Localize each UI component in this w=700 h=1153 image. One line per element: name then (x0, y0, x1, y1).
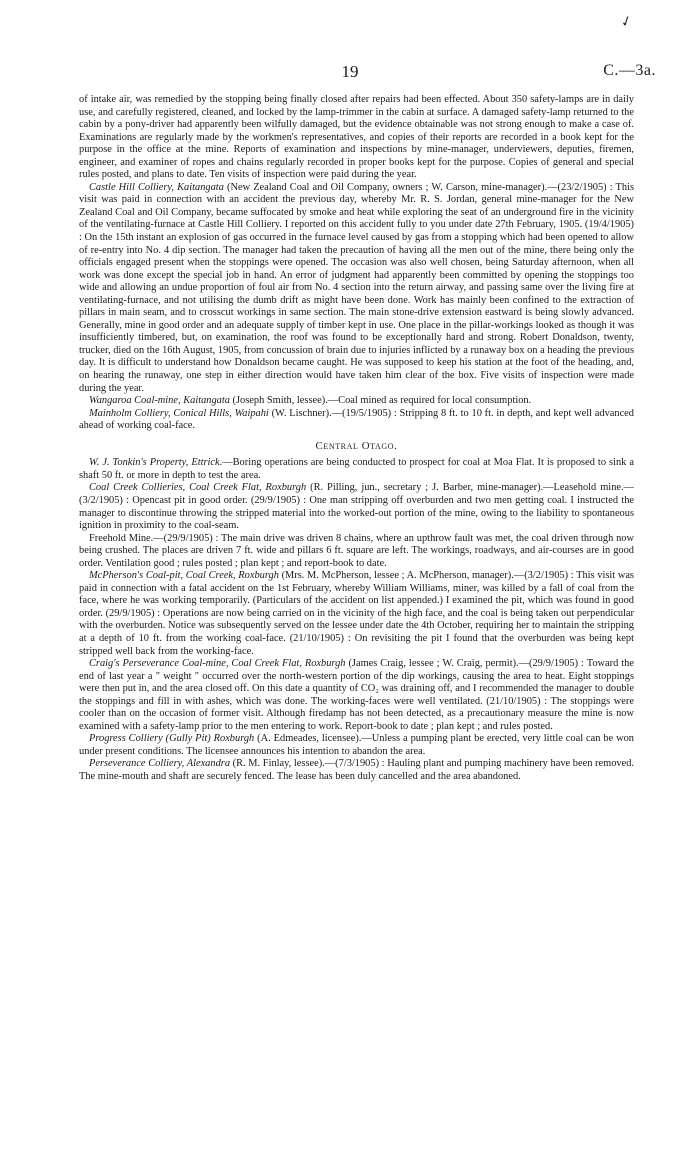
body-paragraph (79, 395, 634, 408)
body-paragraph (79, 182, 634, 395)
body-paragraph (79, 94, 634, 182)
italic-run: Wangaroa Coal-mine, Kaitangata (89, 395, 230, 407)
body-paragraph (79, 482, 634, 532)
text-run: (A. Edmeades, licensee).—Unless a pumping plant be erected, very little coal can be won under present conditions. The licensee announces his intention to abandon the area. (79, 733, 634, 757)
text-run: (Joseph Smith, lessee).—Coal mined as required for local consumption. (229, 395, 532, 407)
italic-run: McPherson's Coal-pit, Coal Creek, Roxburgh (89, 570, 279, 582)
body-paragraph (79, 658, 634, 733)
italic-run: Craig's Perseverance Coal-mine, Coal Creek Flat, Roxburgh (89, 658, 346, 670)
body-section-part2 (79, 457, 634, 783)
body-section-part1 (79, 94, 634, 433)
page-header (0, 62, 700, 84)
section-heading-central-otago: Central Otago. (315, 439, 398, 452)
document-code: C.—3a. (603, 62, 656, 79)
text-run: .—Boring operations are being conducted to prospect for coal at Moa Flat. It is proposed to sink a shaft 50 ft. or more in depth to test the area. (79, 457, 634, 481)
text-run: (James Craig, lessee ; W. Craig, permit).—(29/9/1905) : Toward the end of last year a " weight " occurred over the north-western portion of the dip workings, causing the area to heat. Eight stoppings were then put in, and the area closed off. On this date a quantity of CO₂ was draining off, and I recommended the manager to double the stoppings and fill in with ashes, which was done. The working-faces were well ventilated. (21/10/1905) : The stoppings were cooler than on the occasion of former visit. Although firedamp has not been detected, as a precautionary measure the mine is now examined with a safety-lamp prior to the men entering to work. Report-book to date ; plan kept ; and rules posted. (79, 658, 634, 732)
italic-run: Mainholm Colliery, Conical Hills, Waipahi (89, 407, 269, 419)
body-paragraph (79, 570, 634, 658)
body-paragraph (79, 758, 634, 783)
body-paragraph (79, 457, 634, 482)
text-run: (Mrs. M. McPherson, lessee ; A. McPherson, manager).—(3/2/1905) : This visit was paid in connection with a fatal accident on the 1st February, whereby William Williams, miner, was killed by a fall of coal from the face, where he was working temporarily. (Particulars of the accident on list appended.) I examined the pit, which was found in good order. (29/9/1905) : Operations are now being carried on in the vicinity of the high face, and the coal is being taken out perpendicular with the overburden. Notice was subsequently served on the lessee under date the 4th October, requiring her to maintain the stripping at a depth of 10 ft. from the working coal-face. (21/10/1905) : On revisiting the pit I found that the overburden was being kept stripped well back from the working-face. (79, 570, 634, 657)
body-paragraph (79, 408, 634, 433)
text-run: (R. Pilling, jun., secretary ; J. Barber, mine-manager).—Leasehold mine.—(3/2/1905) : Opencast pit in good order. (29/9/1905) : One man stripping off overburden and two men getting coal. I instructed the manager to discontinue throwing the stripped material into the worked-out portion of the mine, owing to the liability to spontaneous ignition in proximity to the coal-seam. (79, 482, 634, 532)
text-run: (W. Lischner).—(19/5/1905) : Stripping 8 ft. to 10 ft. in depth, and kept well advanced ahead of working coal-face. (79, 407, 634, 432)
italic-run: W. J. Tonkin's Property, Ettrick (89, 457, 220, 469)
body-paragraph (79, 533, 634, 571)
text-run: (R. M. Finlay, lessee).—(7/3/1905) : Hauling plant and pumping machinery have been removed. The mine-mouth and shaft are securely fenced. The lease has been duly cancelled and the area abandoned. (79, 758, 634, 782)
corner-check-mark: ✓ (618, 13, 635, 32)
body-text (79, 94, 634, 784)
page-number: 19 (341, 62, 359, 81)
italic-run: Perseverance Colliery, Alexandra (89, 758, 231, 770)
italic-run: Progress Colliery (Gully Pit) Roxburgh (89, 733, 255, 745)
body-paragraph (79, 733, 634, 758)
italic-run: Castle Hill Colliery, Kaitangata (89, 181, 224, 193)
text-run: Freehold Mine.—(29/9/1905) : The main drive was driven 8 chains, where an upthrow fault was met, the coal driven through now being crushed. The places are driven 7 ft. wide and pillars 6 ft. square are left. The workings, roadways, and air-courses are in good order. Ventilation good ; rules posted ; plan kept ; and report-book to date. (79, 532, 634, 569)
italic-run: Coal Creek Collieries, Coal Creek Flat, Roxburgh (89, 482, 307, 494)
text-run: of intake air, was remedied by the stopping being finally closed after repairs had been effected. About 350 safety-lamps are in daily use, and carefully registered, cleaned, and locked by the lamp-trimmer in the cabin at surface. A damaged safety-lamp returned to the cabin by a pony-driver had apparently been wilfully damaged, but the evidence obtainable was not strong enough to make a case of. Examinations are regularly made by the workmen's representatives, and copies of their reports are recorded in a book kept for the purpose in the office at the mine. Reports of examination and inspections by mine-manager, underviewers, deputies, firemen, engineer, and examiner of ropes and chains regularly recorded in proper books kept for the purpose. Copies of general and special rules posted, and plans to date. Ten visits of inspection were paid during the year. (79, 94, 634, 181)
text-run: (New Zealand Coal and Oil Company, owners ; W. Carson, mine-manager).—(23/2/1905) : This visit was paid in connection with an accident the previous day, whereby Mr. R. S. Jordan, general mine-manager for the New Zealand Coal and Oil Company, became suffocated by smoke and heat while exploring the seat of an underground fire in the vicinity of the ventilating-furnace at Castle Hill Colliery. I reported on this accident fully to you under date 27th February, 1905. (19/4/1905) : On the 15th instant an explosion of gas occurred in the furnace level caused by gas from a stopping which had been opened to allow of re-entry into No. 4 dip section. The manager had taken the precaution of having all the men out of the mine, there being only the officials engaged present when the stoppings were opened. The occasion was also well chosen, being Saturday afternoon, when all work was done except the special job in hand. An error of judgment had apparently been committed by opening the stoppings too wide and allowing an undue proportion of foul air from No. 4 section into the return airway, and passing same over the living fire at ventilating-furnace, and not utilising the dumb drift as might have been done. Work has mainly been confined to the extraction of pillars in main seam, and to crosscut workings in same section. The main stone-drive extension eastward is being slowly advanced. Generally, mine in good order and an adequate supply of timber kept in use. One place in the pillar-workings looked as though it was insufficiently timbered, but, on examination, the roof was found to be exceptionally hard and strong. Robert Donaldson, twenty, trucker, died on the 16th August, 1905, from concussion of brain due to injuries inflicted by a runaway box on a heading the previous day. It is difficult to understand how Donaldson became caught. He was supposed to keep his station at the foot of the heading, and, on hearing the runaway, one step in either direction would have taken him clear of the box. Five visits of inspection were made during the year. (79, 181, 635, 394)
